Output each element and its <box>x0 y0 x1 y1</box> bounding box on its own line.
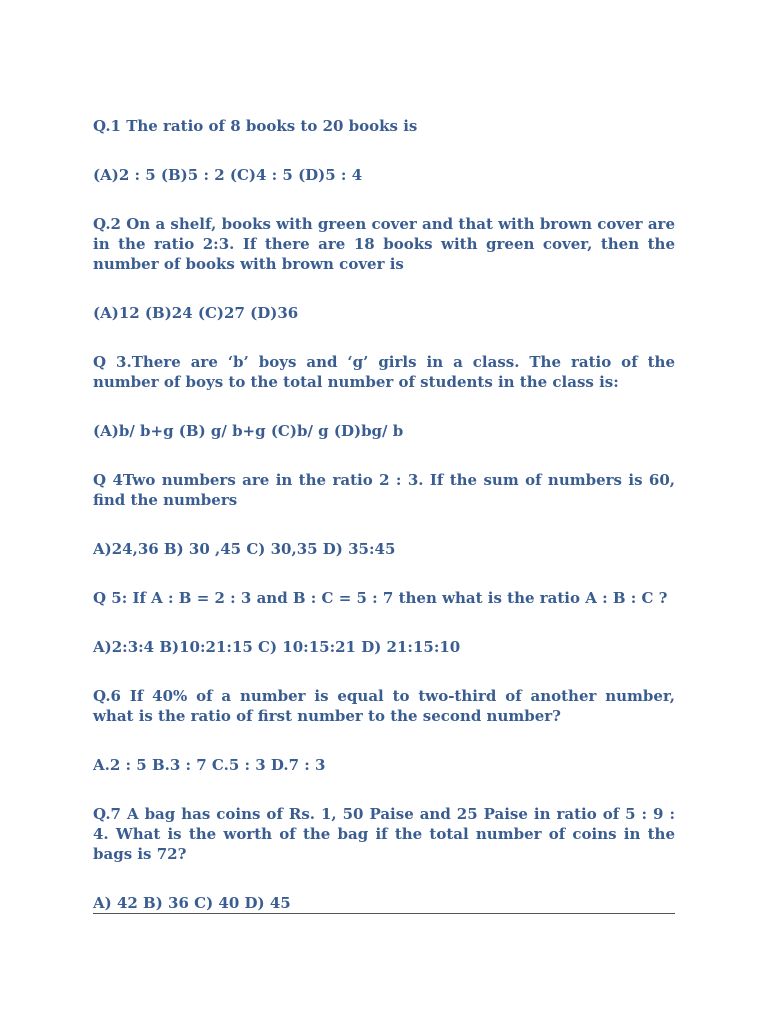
question-3: Q 3.There are ‘b’ boys and ‘g’ girls in a class. The ratio of the number of boys to the total number of students in the class is: <box>93 353 675 391</box>
options-6: A.2 : 5 B.3 : 7 C.5 : 3 D.7 : 3 <box>93 756 326 774</box>
question-1: Q.1 The ratio of 8 books to 20 books is <box>93 117 418 135</box>
options-4: A)24,36 B) 30 ,45 C) 30,35 D) 35:45 <box>93 540 396 558</box>
question-6: Q.6 If 40% of a number is equal to two-third of another number, what is the ratio of first number to the second number? <box>93 687 675 725</box>
question-2: Q.2 On a shelf, books with green cover and that with brown cover are in the ratio 2:3. If there are 18 books with green cover, then the number of books with brown cover is <box>93 215 675 273</box>
options-3: (A)b/ b+g (B) g/ b+g (C)b/ g (D)bg/ b <box>93 422 404 440</box>
options-7: A) 42 B) 36 C) 40 D) 45 <box>93 893 675 914</box>
options-2: (A)12 (B)24 (C)27 (D)36 <box>93 304 299 322</box>
question-4: Q 4Two numbers are in the ratio 2 : 3. If the sum of numbers is 60, find the numbers <box>93 471 675 509</box>
question-5: Q 5: If A : B = 2 : 3 and B : C = 5 : 7 then what is the ratio A : B : C ? <box>93 589 668 607</box>
question-7: Q.7 A bag has coins of Rs. 1, 50 Paise and 25 Paise in ratio of 5 : 9 : 4. What is the worth of the bag if the total number of coins in the bags is 72? <box>93 805 675 863</box>
options-5: A)2:3:4 B)10:21:15 C) 10:15:21 D) 21:15:10 <box>93 638 461 656</box>
options-1: (A)2 : 5 (B)5 : 2 (C)4 : 5 (D)5 : 4 <box>93 166 363 184</box>
worksheet <box>93 116 675 914</box>
